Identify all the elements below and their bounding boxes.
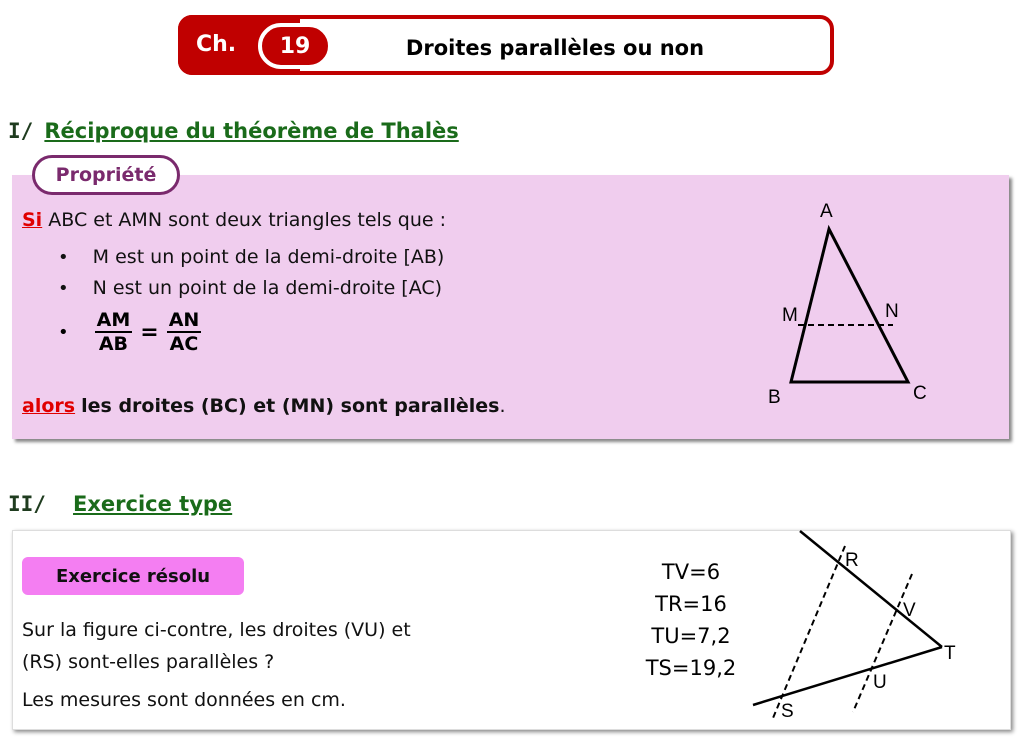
property-bullet-2 bbox=[58, 277, 442, 299]
conclusion-period: . bbox=[499, 395, 506, 417]
label-n: N bbox=[885, 301, 899, 322]
label-m: M bbox=[782, 305, 798, 326]
equals-sign: = bbox=[140, 319, 159, 345]
exercise-question-line-2: (RS) sont-elles parallèles ? bbox=[22, 651, 275, 673]
bullet-1-text: M est un point de la demi-droite [AB) bbox=[92, 246, 445, 268]
property-tag: Propriété bbox=[32, 155, 180, 195]
measure-tr: TR=16 bbox=[655, 592, 727, 616]
label-s: S bbox=[781, 701, 794, 722]
bullet-dot: • bbox=[58, 247, 69, 268]
property-intro-line bbox=[22, 209, 446, 231]
bullet-2-text: N est un point de la demi-droite [AC) bbox=[92, 277, 443, 299]
fraction-1-numerator: AM bbox=[96, 309, 131, 331]
chapter-label: Ch. bbox=[196, 32, 237, 57]
fraction-2-denominator: AC bbox=[169, 333, 199, 355]
fraction-2-numerator: AN bbox=[168, 309, 200, 331]
line-rs-dashed bbox=[773, 546, 845, 718]
section1-number: I/ bbox=[8, 119, 34, 143]
property-conclusion-line bbox=[22, 395, 506, 417]
fraction-am-ab bbox=[95, 309, 133, 355]
chapter-number: 19 bbox=[258, 23, 332, 69]
property-intro: ABC et AMN sont deux triangles tels que : bbox=[48, 209, 446, 231]
section1-heading bbox=[8, 119, 459, 143]
thales-triangle-figure bbox=[760, 195, 940, 415]
fraction-1-denominator: AB bbox=[98, 333, 129, 355]
property-bullet-3 bbox=[58, 309, 201, 355]
label-b: B bbox=[768, 387, 781, 408]
property-conclusion: les droites (BC) et (MN) sont parallèles bbox=[81, 395, 500, 417]
exercise-tag: Exercice résolu bbox=[22, 557, 244, 595]
section1-title: Réciproque du théorème de Thalès bbox=[44, 119, 459, 143]
section2-title: Exercice type bbox=[73, 492, 233, 516]
measure-tu: TU=7,2 bbox=[651, 624, 731, 648]
label-c: C bbox=[913, 383, 927, 404]
fraction-an-ac bbox=[167, 309, 202, 355]
exercise-question-line-1: Sur la figure ci-contre, les droites (VU) et bbox=[22, 619, 411, 641]
label-u: U bbox=[873, 672, 887, 693]
exercise-note: Les mesures sont données en cm. bbox=[22, 689, 346, 711]
label-r: R bbox=[845, 550, 859, 571]
exercise-figure bbox=[745, 528, 970, 724]
measure-tv: TV=6 bbox=[661, 560, 721, 584]
alors-keyword: alors bbox=[22, 395, 76, 417]
line-tr bbox=[800, 531, 942, 647]
property-bullet-1 bbox=[58, 246, 444, 268]
si-keyword: Si bbox=[22, 209, 43, 231]
chapter-title: Droites parallèles ou non bbox=[405, 36, 705, 60]
label-t: T bbox=[944, 643, 956, 664]
bullet-dot: • bbox=[58, 278, 69, 299]
section2-heading bbox=[8, 492, 232, 516]
measure-ts: TS=19,2 bbox=[645, 656, 737, 680]
bullet-dot: • bbox=[58, 321, 69, 343]
label-a: A bbox=[820, 201, 833, 222]
section2-number: II/ bbox=[8, 492, 46, 516]
label-v: V bbox=[903, 600, 916, 621]
